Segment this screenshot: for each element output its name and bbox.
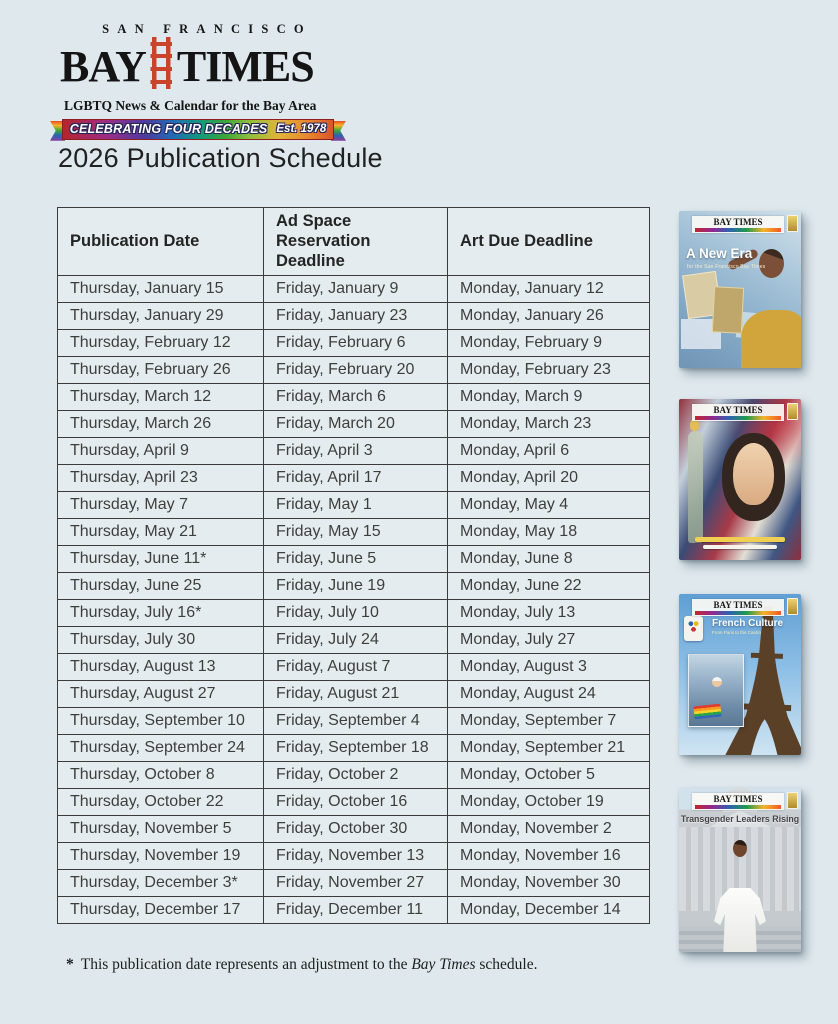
table-cell: Friday, October 2 [264,762,448,789]
logo-name-right: TIMES [176,41,314,91]
table-cell: Monday, July 27 [448,627,650,654]
cover-headline: A New Era [686,246,753,261]
table-cell: Thursday, March 26 [58,411,264,438]
cover-masthead-rainbow-bar [695,416,781,420]
table-cell: Thursday, May 7 [58,492,264,519]
table-cell: Friday, April 17 [264,465,448,492]
bay-times-logo [60,22,352,140]
table-cell: Monday, May 18 [448,519,650,546]
logo-name [60,37,352,96]
table-cell: Monday, June 8 [448,546,650,573]
table-cell: Thursday, October 8 [58,762,264,789]
cover-thumbnail-transgender-leaders [679,788,801,952]
quote-line [703,545,777,550]
gold-emblem-icon [787,215,798,232]
table-cell: Monday, August 24 [448,681,650,708]
table-row [58,627,650,654]
table-row [58,357,650,384]
cover-masthead-title: BAY TIMES [713,793,763,804]
cover-thumbnail-a-new-era [679,211,801,368]
table-cell: Thursday, June 25 [58,573,264,600]
cover-thumbnail-french-culture [679,594,801,755]
table-cell: Monday, May 4 [448,492,650,519]
inset-person-head [712,677,722,687]
table-cell: Thursday, March 12 [58,384,264,411]
table-row [58,546,650,573]
cover-masthead-rainbow-bar [695,805,781,809]
table-cell: Thursday, August 27 [58,681,264,708]
table-cell: Thursday, August 13 [58,654,264,681]
table-row [58,519,650,546]
cover-inset-photo [688,654,744,727]
footnote [66,956,537,974]
logo-name-left: BAY [60,41,146,91]
table-cell: Monday, January 12 [448,276,650,303]
table-row [58,330,650,357]
table-cell: Friday, October 30 [264,816,448,843]
cover-headline: Transgender Leaders Rising [680,814,800,824]
ribbon-text: CELEBRATING FOUR DECADES [69,122,268,137]
table-cell: Monday, October 5 [448,762,650,789]
table-cell: Friday, April 3 [264,438,448,465]
table-cell: Friday, December 11 [264,897,448,924]
publication-schedule-table [57,207,650,924]
table-row [58,843,650,870]
table-row [58,465,650,492]
table-cell: Friday, January 23 [264,303,448,330]
table-row [58,816,650,843]
cover-subline: for the San Francisco Bay Times [687,264,766,270]
table-row [58,654,650,681]
gold-emblem-icon [787,403,798,420]
gold-emblem-icon [787,598,798,615]
footnote-italic: Bay Times [411,956,476,973]
table-cell: Friday, September 4 [264,708,448,735]
celebration-ribbon [62,119,334,140]
table-cell: Monday, April 6 [448,438,650,465]
table-cell: Friday, August 21 [264,681,448,708]
table-cell: Monday, April 20 [448,465,650,492]
cover-masthead-rainbow-bar [695,611,781,615]
table-cell: Monday, June 22 [448,573,650,600]
table-cell: Monday, January 26 [448,303,650,330]
table-cell: Thursday, November 5 [58,816,264,843]
cover-quote-lines [691,537,789,549]
table-cell: Thursday, July 30 [58,627,264,654]
table-row [58,762,650,789]
table-cell: Monday, October 19 [448,789,650,816]
table-cell: Thursday, September 24 [58,735,264,762]
table-row [58,870,650,897]
table-cell: Monday, November 2 [448,816,650,843]
table-cell: Friday, July 24 [264,627,448,654]
table-cell: Friday, July 10 [264,600,448,627]
table-cell: Thursday, April 9 [58,438,264,465]
table-cell: Thursday, May 21 [58,519,264,546]
table-cell: Thursday, January 15 [58,276,264,303]
table-cell: Friday, January 9 [264,276,448,303]
table-row [58,303,650,330]
table-cell: Thursday, February 26 [58,357,264,384]
cover-masthead-title: BAY TIMES [713,216,763,227]
olympics-rings [687,620,700,633]
table-row [58,438,650,465]
table-cell: Friday, November 13 [264,843,448,870]
header-art-due-deadline: Art Due Deadline [448,208,650,276]
table-cell: Thursday, July 16* [58,600,264,627]
table-cell: Friday, February 6 [264,330,448,357]
table-cell: Thursday, October 22 [58,789,264,816]
gold-emblem-icon [787,792,798,809]
table-cell: Friday, February 20 [264,357,448,384]
ribbon-est-text: Est. 1978 [276,123,327,136]
golden-gate-bridge-icon [148,37,175,96]
table-row [58,411,650,438]
ribbon-band [62,119,334,140]
table-row [58,573,650,600]
table-cell: Friday, October 16 [264,789,448,816]
table-cell: Monday, September 7 [448,708,650,735]
table-row [58,492,650,519]
cover-masthead [692,793,784,810]
table-cell: Thursday, February 12 [58,330,264,357]
table-row [58,384,650,411]
table-cell: Monday, August 3 [448,654,650,681]
table-row [58,897,650,924]
table-row [58,735,650,762]
table-cell: Thursday, June 11* [58,546,264,573]
table-cell: Thursday, January 29 [58,303,264,330]
table-cell: Thursday, December 17 [58,897,264,924]
floating-paper [712,286,744,334]
table-cell: Friday, September 18 [264,735,448,762]
table-cell: Friday, November 27 [264,870,448,897]
cover-thumbnail-flag-portrait [679,399,801,560]
olympics-badge-icon [684,616,703,641]
cover-headline: French Culture [712,618,784,629]
table-cell: Monday, November 30 [448,870,650,897]
table-cell: Thursday, April 23 [58,465,264,492]
cover-masthead [692,404,784,421]
footnote-text-after: schedule. [475,956,538,973]
table-cell: Friday, June 5 [264,546,448,573]
header-publication-date: Publication Date [58,208,264,276]
quote-line [695,537,785,542]
table-cell: Thursday, December 3* [58,870,264,897]
table-row [58,789,650,816]
table-cell: Monday, November 16 [448,843,650,870]
table-row [58,276,650,303]
table-cell: Monday, July 13 [448,600,650,627]
cover-portrait-face [733,443,774,505]
cover-person-body [741,310,801,368]
logo-city-text: SAN FRANCISCO [102,22,312,36]
table-row [58,708,650,735]
cover-masthead [692,216,784,233]
table-header-row [58,208,650,276]
statue-of-liberty [688,431,703,543]
cover-person-head [733,840,747,857]
header-ad-space-deadline: Ad Space Reservation Deadline [264,208,448,276]
cover-masthead [692,599,784,616]
cover-text-block [712,618,798,635]
cover-masthead-title: BAY TIMES [713,599,763,610]
table-cell: Monday, December 14 [448,897,650,924]
table-cell: Friday, May 15 [264,519,448,546]
footnote-asterisk: * [66,956,74,973]
page-title: 2026 Publication Schedule [58,143,383,173]
table-cell: Friday, March 20 [264,411,448,438]
cover-masthead-rainbow-bar [695,228,781,232]
cover-subline: From Paris to the Castro [712,630,762,635]
footnote-text-before: This publication date represents an adjustment to the [80,956,412,973]
table-cell: Friday, August 7 [264,654,448,681]
table-row [58,600,650,627]
logo-tagline: LGBTQ News & Calendar for the Bay Area [64,97,317,113]
table-cell: Monday, March 23 [448,411,650,438]
table-cell: Monday, February 9 [448,330,650,357]
table-cell: Friday, March 6 [264,384,448,411]
cover-masthead-title: BAY TIMES [713,404,763,415]
table-cell: Thursday, November 19 [58,843,264,870]
table-row [58,681,650,708]
rainbow-flag [693,704,721,720]
table-cell: Thursday, September 10 [58,708,264,735]
table-cell: Monday, September 21 [448,735,650,762]
table-cell: Friday, June 19 [264,573,448,600]
table-cell: Monday, March 9 [448,384,650,411]
table-cell: Monday, February 23 [448,357,650,384]
table-cell: Friday, May 1 [264,492,448,519]
